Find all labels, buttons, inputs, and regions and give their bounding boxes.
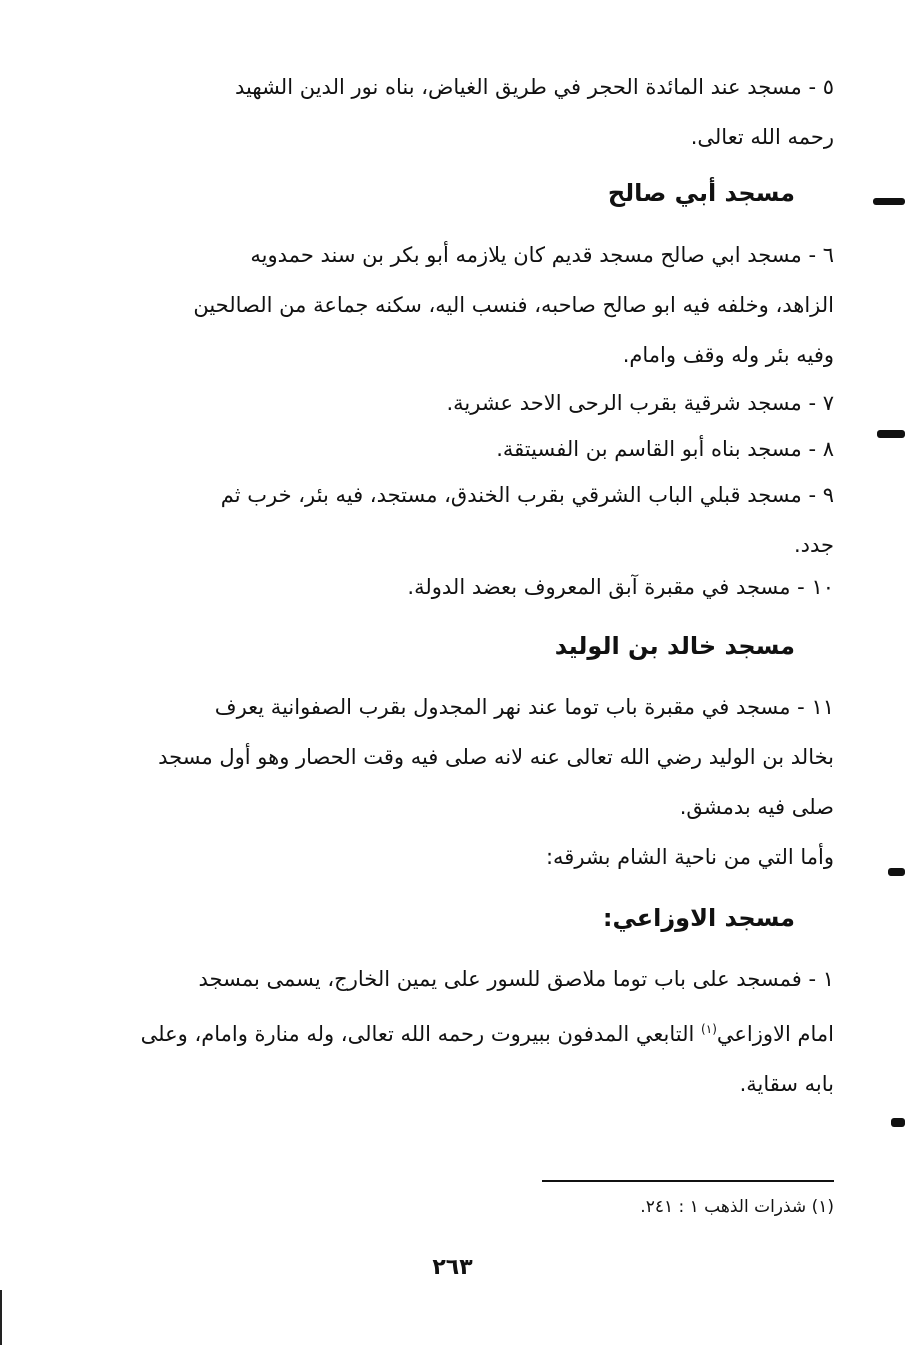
- entry-7: ٧ - مسجد شرقية بقرب الرحى الاحد عشرية.: [446, 391, 834, 415]
- entry-11-line-1: ١١ - مسجد في مقبرة باب توما عند نهر المجدول بقرب الصفوانية يعرف: [214, 695, 834, 719]
- entry-1-line-2-start: امام الاوزاعي: [716, 1022, 834, 1046]
- entry-9-line-1: ٩ - مسجد قبلي الباب الشرقي بقرب الخندق، مستجد، فيه بئر، خرب ثم: [220, 483, 834, 507]
- entry-5: [136, 62, 834, 162]
- entry-6-line-2: الزاهد، وخلفه فيه ابو صالح صاحبه، فنسب اليه، سكنه جماعة من الصالحين: [193, 293, 834, 317]
- heading-awzai: مسجد الاوزاعي:: [602, 904, 795, 932]
- entry-5-line-2: رحمه الله تعالى.: [690, 125, 834, 149]
- entry-11-line-2: بخالد بن الوليد رضي الله تعالى عنه لانه صلى فيه وقت الحصار وهو أول مسجد: [158, 745, 834, 769]
- entry-1-line-2-end: التابعي المدفون ببيروت رحمه الله تعالى، وله منارة وامام، وعلى: [140, 1022, 702, 1046]
- footnote-separator: [542, 1180, 834, 1182]
- footnote-marker: (١): [701, 1022, 717, 1036]
- entry-5-line-1: ٥ - مسجد عند المائدة الحجر في طريق الغياض، بناه نور الدين الشهيد: [235, 75, 834, 99]
- entry-6-line-1: ٦ - مسجد ابي صالح مسجد قديم كان يلازمه أبو بكر بن سند حمدويه: [250, 243, 834, 267]
- entry-10: ١٠ - مسجد في مقبرة آبق المعروف بعضد الدولة.: [407, 575, 834, 599]
- entry-1-line-3: بابه سقاية.: [739, 1072, 834, 1096]
- entry-1-line-2: [136, 1004, 834, 1059]
- entry-8: ٨ - مسجد بناه أبو القاسم بن الفسيتقة.: [496, 437, 834, 461]
- entry-11-line-3: صلى فيه بدمشق.: [679, 795, 834, 819]
- entry-9-line-2: جدد.: [793, 533, 834, 557]
- page-number: ٢٦٣: [432, 1255, 473, 1280]
- scan-edge-line: [0, 1290, 2, 1345]
- footnote: (١) شذرات الذهب ١ : ٢٤١.: [640, 1197, 834, 1217]
- entry-6-line-3: وفيه بئر وله وقف وامام.: [622, 343, 834, 367]
- entry-1: [136, 954, 834, 1109]
- margin-mark: [873, 198, 905, 205]
- entry-11: [136, 682, 834, 832]
- entry-6: [136, 230, 834, 380]
- heading-khalid: مسجد خالد بن الوليد: [554, 632, 795, 660]
- intro-east-side: وأما التي من ناحية الشام بشرقه:: [545, 845, 834, 869]
- entry-1-line-1: ١ - فمسجد على باب توما ملاصق للسور على يمين الخارج، يسمى بمسجد: [198, 967, 834, 991]
- margin-mark: [877, 430, 905, 438]
- margin-mark: [888, 868, 905, 876]
- entry-9: [136, 470, 834, 570]
- margin-mark: [891, 1118, 905, 1127]
- heading-abu-salih: مسجد أبي صالح: [607, 179, 795, 207]
